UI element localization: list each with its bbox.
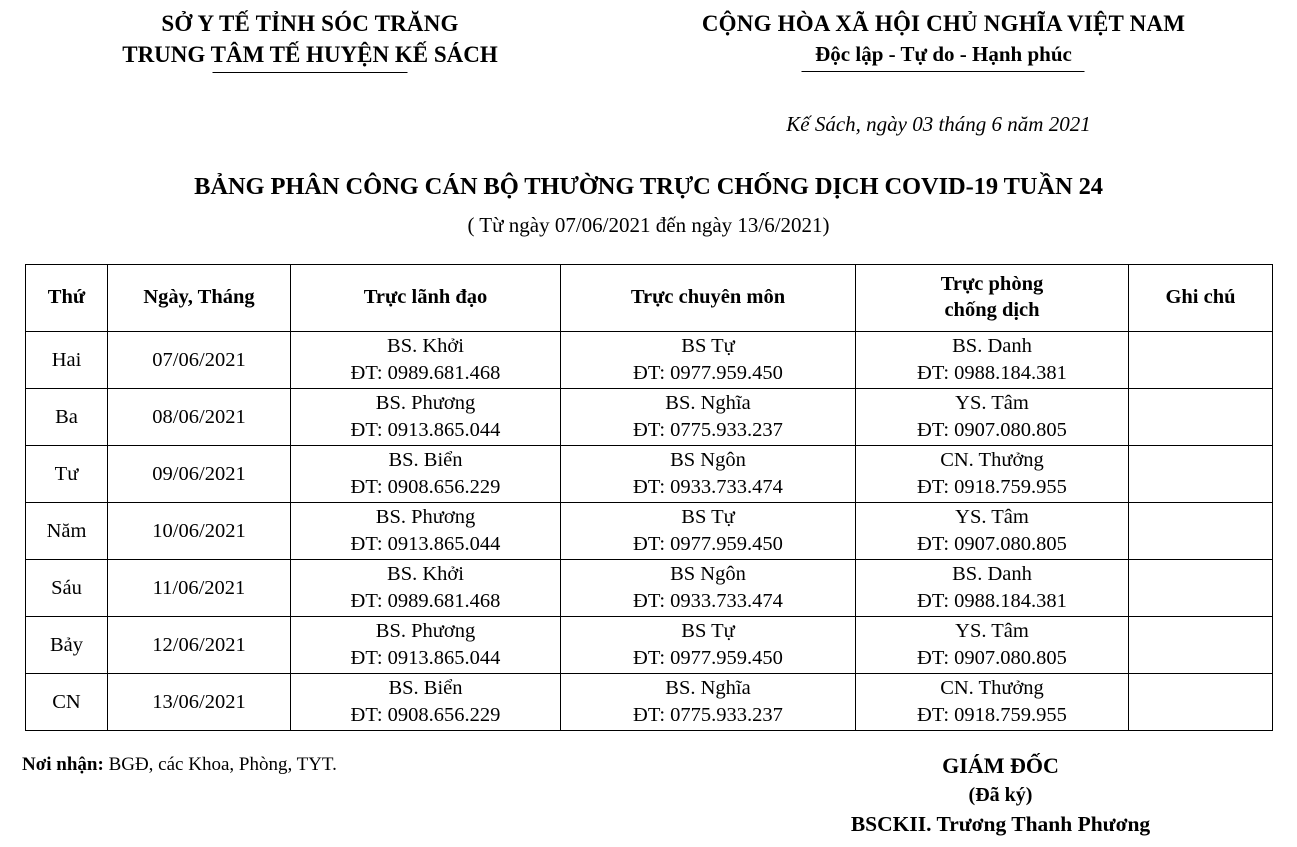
cell-professional-duty	[561, 446, 856, 503]
recipients-block	[22, 751, 722, 839]
cell-weekday: Năm	[26, 503, 108, 560]
professional-name: BS. Nghĩa	[665, 677, 751, 700]
table-row	[26, 389, 1273, 446]
leader-name: BS. Biển	[388, 677, 463, 700]
cell-weekday: Tư	[26, 446, 108, 503]
cell-professional-duty	[561, 332, 856, 389]
table-row	[26, 503, 1273, 560]
cell-notes	[1129, 617, 1273, 674]
prevention-name: BS. Danh	[952, 335, 1032, 358]
column-header-notes: Ghi chú	[1129, 265, 1273, 332]
recipients-label: Nơi nhận:	[22, 754, 104, 776]
cell-weekday: Ba	[26, 389, 108, 446]
document-header	[0, 0, 1297, 70]
column-header-date: Ngày, Tháng	[108, 265, 291, 332]
cell-date: 08/06/2021	[108, 389, 291, 446]
professional-name: BS Tự	[681, 620, 735, 643]
cell-leadership-duty	[291, 560, 561, 617]
document-title: BẢNG PHÂN CÔNG CÁN BỘ THƯỜNG TRỰC CHỐNG DỊCH COVID-19 TUẦN 24	[194, 173, 1103, 201]
cell-professional-duty	[561, 674, 856, 731]
signed-note: (Đã ký)	[968, 783, 1033, 806]
column-header-epidemic-prevention-duty	[856, 265, 1129, 332]
prevention-name: CN. Thưởng	[940, 677, 1044, 700]
cell-professional-duty	[561, 389, 856, 446]
cell-professional-duty	[561, 503, 856, 560]
professional-phone: ĐT: 0977.959.450	[633, 533, 783, 556]
cell-weekday: Bảy	[26, 617, 108, 674]
table-row	[26, 446, 1273, 503]
duty-assignment-table	[25, 264, 1273, 731]
professional-phone: ĐT: 0775.933.237	[633, 704, 783, 727]
national-heading-block	[600, 8, 1297, 70]
table-row	[26, 674, 1273, 731]
leader-phone: ĐT: 0913.865.044	[350, 419, 501, 442]
cell-epidemic-prevention-duty	[856, 674, 1129, 731]
table-header-row	[26, 265, 1273, 332]
signer-title: GIÁM ĐỐC	[942, 753, 1059, 779]
table-row	[26, 332, 1273, 389]
cell-notes	[1129, 503, 1273, 560]
country-name-line: CỘNG HÒA XÃ HỘI CHỦ NGHĨA VIỆT NAM	[701, 11, 1186, 36]
leader-phone: ĐT: 0913.865.044	[350, 647, 501, 670]
column-header-pcd-line1: Trực phòng	[940, 273, 1044, 296]
cell-date: 11/06/2021	[108, 560, 291, 617]
cell-weekday: Hai	[26, 332, 108, 389]
professional-name: BS Ngôn	[670, 563, 746, 586]
leader-phone: ĐT: 0989.681.468	[350, 362, 501, 385]
prevention-phone: ĐT: 0988.184.381	[917, 590, 1067, 613]
cell-leadership-duty	[291, 389, 561, 446]
cell-leadership-duty	[291, 446, 561, 503]
cell-date: 10/06/2021	[108, 503, 291, 560]
prevention-phone: ĐT: 0988.184.381	[917, 362, 1067, 385]
column-header-leadership-duty: Trực lãnh đạo	[291, 265, 561, 332]
place-and-date-line: Kế Sách, ngày 03 tháng 6 năm 2021	[786, 112, 1091, 137]
prevention-phone: ĐT: 0907.080.805	[917, 533, 1067, 556]
cell-leadership-duty	[291, 674, 561, 731]
cell-epidemic-prevention-duty	[856, 503, 1129, 560]
cell-weekday: CN	[26, 674, 108, 731]
cell-leadership-duty	[291, 617, 561, 674]
cell-epidemic-prevention-duty	[856, 560, 1129, 617]
cell-epidemic-prevention-duty	[856, 617, 1129, 674]
cell-epidemic-prevention-duty	[856, 332, 1129, 389]
table-row	[26, 560, 1273, 617]
leader-name: BS. Khởi	[387, 563, 464, 586]
professional-name: BS Tự	[681, 506, 735, 529]
prevention-phone: ĐT: 0907.080.805	[917, 647, 1067, 670]
header-right-underline	[802, 71, 1085, 73]
signature-block	[722, 751, 1279, 839]
issuing-authority-block	[0, 8, 600, 70]
cell-notes	[1129, 674, 1273, 731]
cell-weekday: Sáu	[26, 560, 108, 617]
leader-phone: ĐT: 0908.656.229	[350, 476, 501, 499]
table-row	[26, 617, 1273, 674]
cell-notes	[1129, 446, 1273, 503]
duty-table-container	[0, 264, 1297, 731]
header-left-underline	[212, 72, 407, 74]
professional-name: BS Tự	[681, 335, 735, 358]
professional-phone: ĐT: 0933.733.474	[633, 476, 783, 499]
cell-date: 07/06/2021	[108, 332, 291, 389]
professional-phone: ĐT: 0977.959.450	[633, 647, 783, 670]
leader-name: BS. Phương	[375, 620, 476, 643]
cell-leadership-duty	[291, 503, 561, 560]
cell-date: 09/06/2021	[108, 446, 291, 503]
prevention-phone: ĐT: 0918.759.955	[917, 704, 1067, 727]
leader-name: BS. Phương	[375, 506, 476, 529]
document-subtitle-date-range: ( Từ ngày 07/06/2021 đến ngày 13/6/2021)	[467, 213, 830, 238]
signer-name: BSCKII. Trương Thanh Phương	[850, 811, 1151, 836]
professional-phone: ĐT: 0775.933.237	[633, 419, 783, 442]
column-header-weekday: Thứ	[26, 265, 108, 332]
column-header-professional-duty: Trực chuyên môn	[561, 265, 856, 332]
table-body	[26, 332, 1273, 731]
prevention-name: BS. Danh	[952, 563, 1032, 586]
cell-leadership-duty	[291, 332, 561, 389]
column-header-pcd-line2: chống dịch	[944, 299, 1040, 322]
district-health-center-text: TRUNG TÂM TẾ HUYỆN KẾ SÁCH	[122, 42, 498, 68]
leader-phone: ĐT: 0989.681.468	[350, 590, 501, 613]
professional-phone: ĐT: 0977.959.450	[633, 362, 783, 385]
document-footer	[0, 751, 1297, 839]
cell-date: 13/06/2021	[108, 674, 291, 731]
prevention-phone: ĐT: 0918.759.955	[917, 476, 1067, 499]
cell-professional-duty	[561, 617, 856, 674]
leader-phone: ĐT: 0913.865.044	[350, 533, 501, 556]
cell-epidemic-prevention-duty	[856, 389, 1129, 446]
prevention-name: YS. Tâm	[955, 506, 1029, 529]
district-health-center-line	[20, 39, 600, 70]
cell-epidemic-prevention-duty	[856, 446, 1129, 503]
table-header	[26, 265, 1273, 332]
prevention-name: YS. Tâm	[955, 620, 1029, 643]
cell-date: 12/06/2021	[108, 617, 291, 674]
provincial-health-department-line: SỞ Y TẾ TỈNH SÓC TRĂNG	[161, 11, 459, 36]
cell-notes	[1129, 560, 1273, 617]
cell-notes	[1129, 332, 1273, 389]
prevention-name: CN. Thưởng	[940, 449, 1044, 472]
prevention-phone: ĐT: 0907.080.805	[917, 419, 1067, 442]
national-motto-line	[600, 39, 1287, 69]
leader-name: BS. Khởi	[387, 335, 464, 358]
leader-name: BS. Biển	[388, 449, 463, 472]
cell-professional-duty	[561, 560, 856, 617]
prevention-name: YS. Tâm	[955, 392, 1029, 415]
leader-phone: ĐT: 0908.656.229	[350, 704, 501, 727]
professional-name: BS. Nghĩa	[665, 392, 751, 415]
cell-notes	[1129, 389, 1273, 446]
recipients-value: BGĐ, các Khoa, Phòng, TYT.	[103, 754, 337, 776]
professional-phone: ĐT: 0933.733.474	[633, 590, 783, 613]
national-motto-text: Độc lập - Tự do - Hạnh phúc	[815, 42, 1072, 67]
leader-name: BS. Phương	[375, 392, 476, 415]
professional-name: BS Ngôn	[670, 449, 746, 472]
